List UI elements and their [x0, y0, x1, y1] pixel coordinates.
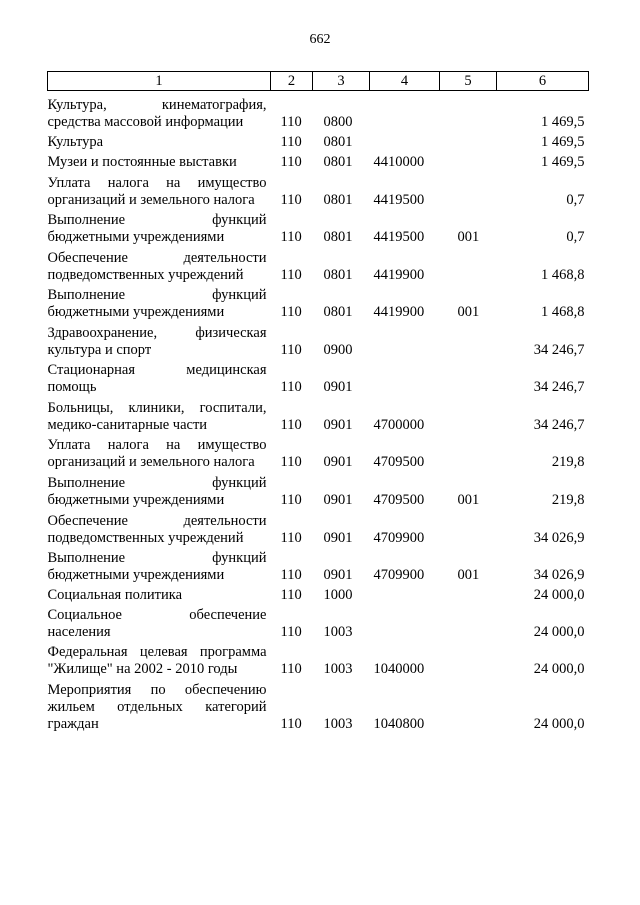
row-name-line: организаций и земельного налога — [47, 192, 255, 208]
row-c3: 0901 — [323, 567, 353, 583]
row-name — [48, 641, 271, 678]
row-c6: 1 468,8 — [541, 304, 585, 320]
row-name — [48, 434, 271, 471]
row-c6: 0,7 — [566, 192, 585, 208]
row-c6: 34 246,7 — [533, 342, 585, 358]
row-c3: 0901 — [323, 530, 353, 546]
row-name-line: Выполнение функций — [47, 212, 267, 228]
row-c6: 1 468,8 — [541, 267, 585, 283]
row-name — [48, 604, 271, 641]
row-name-line: Культура — [47, 134, 104, 150]
table-row — [48, 678, 589, 733]
row-c2: 110 — [280, 716, 302, 732]
row-name — [48, 284, 271, 321]
table-row — [48, 509, 589, 547]
row-name — [48, 321, 271, 359]
row-c5 — [440, 131, 497, 151]
row-c2: 110 — [280, 567, 302, 583]
table-row — [48, 91, 589, 132]
row-name — [48, 171, 271, 209]
row-name-line: бюджетными учреждениями — [47, 304, 225, 320]
row-name-line: средства массовой информации — [47, 114, 244, 130]
row-name — [48, 131, 271, 151]
row-name-line: "Жилище" на 2002 - 2010 годы — [47, 661, 238, 677]
row-c3: 0801 — [323, 192, 353, 208]
row-c6: 34 246,7 — [533, 417, 585, 433]
row-c4: 4419500 — [373, 192, 425, 208]
table-row — [48, 641, 589, 678]
row-c5: 001 — [457, 492, 480, 508]
row-c4: 1040800 — [373, 716, 425, 732]
row-c3: 0901 — [323, 379, 353, 395]
row-name-line: Социальная политика — [47, 587, 183, 603]
row-c2: 110 — [280, 229, 302, 245]
row-c5 — [440, 396, 497, 434]
row-name — [48, 359, 271, 396]
row-c2: 110 — [280, 267, 302, 283]
row-c3: 0901 — [323, 417, 353, 433]
row-c2: 110 — [280, 492, 302, 508]
row-name-line: помощь — [47, 379, 97, 395]
row-name-line: Стационарная медицинская — [47, 362, 267, 378]
table-body — [48, 91, 589, 734]
row-c2: 110 — [280, 530, 302, 546]
row-name-line: бюджетными учреждениями — [47, 492, 225, 508]
row-name-line: Мероприятия по обеспечению — [47, 682, 267, 698]
row-c4 — [370, 131, 440, 151]
table-row — [48, 321, 589, 359]
row-name-line: бюджетными учреждениями — [47, 229, 225, 245]
row-name — [48, 91, 271, 132]
row-c2: 110 — [280, 661, 302, 677]
row-c6: 1 469,5 — [541, 134, 585, 150]
row-c5 — [440, 171, 497, 209]
row-c4: 4709500 — [373, 454, 425, 470]
header-col-3: 3 — [313, 72, 370, 91]
table-row — [48, 131, 589, 151]
row-c3: 1003 — [323, 661, 353, 677]
row-c6: 24 000,0 — [533, 716, 585, 732]
row-c3: 1003 — [323, 624, 353, 640]
row-name-line: Федеральная целевая программа — [47, 644, 267, 660]
row-c5: 001 — [457, 304, 480, 320]
row-c4 — [370, 91, 440, 132]
row-c4 — [370, 584, 440, 604]
table-row — [48, 604, 589, 641]
row-c6: 24 000,0 — [533, 587, 585, 603]
row-name-line: жильем отдельных категорий — [47, 699, 267, 715]
row-name — [48, 547, 271, 584]
row-c5: 001 — [457, 229, 480, 245]
row-name-line: Больницы, клиники, госпитали, — [47, 400, 267, 416]
row-c2: 110 — [280, 379, 302, 395]
row-name-line: бюджетными учреждениями — [47, 567, 225, 583]
row-name — [48, 396, 271, 434]
row-name-line: населения — [47, 624, 111, 640]
header-col-5: 5 — [440, 72, 497, 91]
row-c3: 0801 — [323, 304, 353, 320]
header-col-6: 6 — [497, 72, 589, 91]
row-name-line: Обеспечение деятельности — [47, 250, 267, 266]
row-c5 — [440, 151, 497, 171]
row-c4: 4700000 — [373, 417, 425, 433]
table-row — [48, 171, 589, 209]
row-c3: 0800 — [323, 114, 353, 130]
row-c5 — [440, 359, 497, 396]
row-c5 — [440, 246, 497, 284]
row-c3: 0901 — [323, 454, 353, 470]
row-c3: 0900 — [323, 342, 353, 358]
row-c6: 0,7 — [566, 229, 585, 245]
row-name-line: подведомственных учреждений — [47, 267, 244, 283]
row-c3: 0901 — [323, 492, 353, 508]
row-c2: 110 — [280, 134, 302, 150]
row-c2: 110 — [280, 624, 302, 640]
row-c6: 1 469,5 — [541, 114, 585, 130]
header-col-4: 4 — [370, 72, 440, 91]
table-row — [48, 246, 589, 284]
row-c2: 110 — [280, 114, 302, 130]
table-header-row — [48, 72, 589, 91]
row-c2: 110 — [280, 192, 302, 208]
row-name-line: Уплата налога на имущество — [47, 175, 267, 191]
header-col-2: 2 — [271, 72, 313, 91]
row-name — [48, 678, 271, 733]
row-c6: 34 246,7 — [533, 379, 585, 395]
row-name-line: граждан — [47, 716, 99, 732]
row-c5 — [440, 641, 497, 678]
row-c5 — [440, 434, 497, 471]
row-c4: 4410000 — [373, 154, 425, 170]
row-name — [48, 471, 271, 509]
row-name-line: Выполнение функций — [47, 287, 267, 303]
row-name — [48, 246, 271, 284]
row-c6: 219,8 — [551, 454, 585, 470]
row-c2: 110 — [280, 154, 302, 170]
budget-table — [47, 71, 589, 733]
row-name — [48, 584, 271, 604]
row-name-line: Музеи и постоянные выставки — [47, 154, 237, 170]
row-c4: 4709900 — [373, 530, 425, 546]
row-name-line: Социальное обеспечение — [47, 607, 267, 623]
row-name-line: подведомственных учреждений — [47, 530, 244, 546]
row-name-line: организаций и земельного налога — [47, 454, 255, 470]
row-c5: 001 — [457, 567, 480, 583]
row-name-line: культура и спорт — [47, 342, 152, 358]
row-c6: 34 026,9 — [533, 530, 585, 546]
row-c5 — [440, 321, 497, 359]
row-name — [48, 509, 271, 547]
row-c6: 34 026,9 — [533, 567, 585, 583]
table-row — [48, 434, 589, 471]
table-row — [48, 547, 589, 584]
row-name-line: Здравоохранение, физическая — [47, 325, 267, 341]
row-name-line: Культура, кинематография, — [47, 97, 267, 113]
table-row — [48, 151, 589, 171]
row-c4: 4419500 — [373, 229, 425, 245]
row-c2: 110 — [280, 417, 302, 433]
row-c5 — [440, 604, 497, 641]
row-c5 — [440, 584, 497, 604]
row-c4: 4709500 — [373, 492, 425, 508]
row-c4: 4419900 — [373, 267, 425, 283]
row-c6: 24 000,0 — [533, 624, 585, 640]
table-row — [48, 396, 589, 434]
row-c2: 110 — [280, 454, 302, 470]
table-row — [48, 284, 589, 321]
row-name — [48, 151, 271, 171]
table-row — [48, 471, 589, 509]
row-name-line: Обеспечение деятельности — [47, 513, 267, 529]
header-col-1: 1 — [48, 72, 271, 91]
row-c5 — [440, 91, 497, 132]
row-name-line: Выполнение функций — [47, 550, 267, 566]
row-c6: 219,8 — [551, 492, 585, 508]
row-name — [48, 209, 271, 246]
row-c4 — [370, 359, 440, 396]
row-c5 — [440, 678, 497, 733]
row-c5 — [440, 509, 497, 547]
page-number: 662 — [309, 32, 331, 47]
table-row — [48, 359, 589, 396]
row-c3: 1003 — [323, 716, 353, 732]
row-c2: 110 — [280, 587, 302, 603]
row-c3: 0801 — [323, 134, 353, 150]
row-c4 — [370, 604, 440, 641]
row-c4: 1040000 — [373, 661, 425, 677]
row-c3: 0801 — [323, 154, 353, 170]
table-row — [48, 584, 589, 604]
row-c3: 0801 — [323, 267, 353, 283]
row-c4: 4419900 — [373, 304, 425, 320]
row-c3: 0801 — [323, 229, 353, 245]
row-name-line: Уплата налога на имущество — [47, 437, 267, 453]
row-c2: 110 — [280, 304, 302, 320]
row-c2: 110 — [280, 342, 302, 358]
table-row — [48, 209, 589, 246]
row-name-line: медико-санитарные части — [47, 417, 208, 433]
row-c6: 24 000,0 — [533, 661, 585, 677]
row-c4: 4709900 — [373, 567, 425, 583]
row-c6: 1 469,5 — [541, 154, 585, 170]
row-name-line: Выполнение функций — [47, 475, 267, 491]
row-c4 — [370, 321, 440, 359]
row-c3: 1000 — [323, 587, 353, 603]
